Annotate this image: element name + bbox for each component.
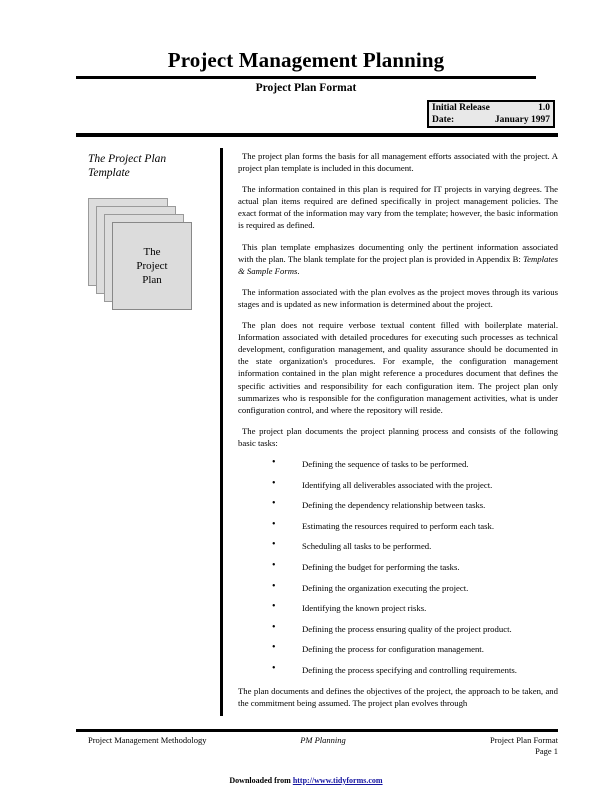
- list-item: • Identifying the known project risks.: [272, 602, 558, 614]
- paragraph-intro: The project plan forms the basis for all management efforts associated with the project. A project plan template is included in this document.: [238, 151, 558, 174]
- body-content: [238, 150, 558, 718]
- version-release-row: [429, 102, 553, 114]
- appendix-reference-tail: .: [297, 265, 300, 276]
- list-item: • Defining the dependency relationship between tasks.: [272, 499, 558, 511]
- list-item: • Defining the process ensuring quality of the project product.: [272, 623, 558, 635]
- list-item: • Scheduling all tasks to be performed.: [272, 540, 558, 552]
- appendix-reference-title: Templates & Sample Forms: [238, 253, 558, 276]
- stack-label-line-3: Plan: [142, 274, 162, 286]
- version-date-row: [429, 114, 553, 126]
- sidebar-heading: The Project Plan Template: [88, 153, 167, 179]
- list-item: • Defining the organization executing the project.: [272, 582, 558, 594]
- paragraph-no-boilerplate: The plan does not require verbose textual content filled with boilerplate material. Information associated with detailed procedures for executing such processes as technical development, configuration management, and quality assurance should be documented in the state organization's procedures. For example, the configuration management information contained in the plan might reference a procedures document that defines the specific activities and responsibility for each configuration item. The project plan only summarizes who is responsible for the configuration management activities, what is under configuration control, and where the repository will reside.: [238, 320, 558, 415]
- list-item: • Defining the process specifying and controlling requirements.: [272, 664, 558, 676]
- sidebar-body-divider: [220, 148, 223, 716]
- footer-divider: [76, 729, 558, 732]
- watermark-label: Downloaded from: [229, 776, 293, 785]
- page-title: Project Management Planning: [167, 48, 445, 72]
- version-date-value: January 1997: [494, 115, 550, 125]
- version-date-label: Date:: [432, 115, 455, 125]
- header-divider: [76, 133, 558, 137]
- footer-document-name: Project Plan Format: [490, 735, 558, 745]
- paragraph-information-required: The information contained in this plan is required for IT projects in varying degrees. The actual plan items required are defined specifically in project management policies. The exact format of the information may vary from the template; however, the basic information is required as defined.: [238, 184, 559, 231]
- stack-label-line-1: The: [143, 246, 161, 258]
- list-item: • Estimating the resources required to perform each task.: [272, 520, 558, 532]
- footer-methodology: Project Management Methodology: [88, 735, 207, 745]
- stack-front-label: [136, 245, 167, 287]
- page-subtitle: Project Plan Format: [255, 82, 357, 94]
- project-plan-stack-graphic: [88, 198, 208, 310]
- version-info-box: [427, 100, 555, 128]
- footer-page-number: Page 1: [535, 746, 558, 756]
- footer-document-info: [490, 735, 558, 757]
- footer-section: PM Planning: [300, 735, 346, 745]
- list-item: • Defining the process for configuration management.: [272, 643, 558, 655]
- list-item: • Identifying all deliverables associated with the project.: [272, 479, 558, 491]
- list-item: • Defining the budget for performing the tasks.: [272, 561, 558, 573]
- version-release-value: 1.0: [538, 103, 550, 113]
- stack-sheet-front: [112, 222, 192, 310]
- version-release-label: Initial Release: [432, 103, 490, 113]
- paragraph-template-emphasis: [238, 241, 558, 277]
- paragraph-closing: The plan documents and defines the objectives of the project, the approach to be taken, and the commitment being assumed. The project plan evolves through: [238, 686, 558, 709]
- paragraph-basic-tasks-intro: The project plan documents the project planning process and consists of the following basic tasks:: [238, 425, 558, 448]
- sidebar: [88, 152, 216, 310]
- watermark-url-link[interactable]: http://www.tidyforms.com: [292, 776, 383, 785]
- stack-label-line-2: Project: [136, 260, 168, 272]
- paragraph-template-emphasis-text: This plan template emphasizes documenting only the pertinent information associated with the plan. The blank template for the project plan is provided in Appendix B:: [238, 241, 558, 264]
- basic-tasks-list: [238, 458, 558, 676]
- download-watermark: [0, 776, 612, 785]
- list-item: • Defining the sequence of tasks to be performed.: [272, 458, 558, 470]
- title-divider: [76, 76, 536, 79]
- paragraph-plan-evolution: The information associated with the plan evolves as the project moves through its various stages and is updated as new information is determined about the project.: [238, 286, 558, 309]
